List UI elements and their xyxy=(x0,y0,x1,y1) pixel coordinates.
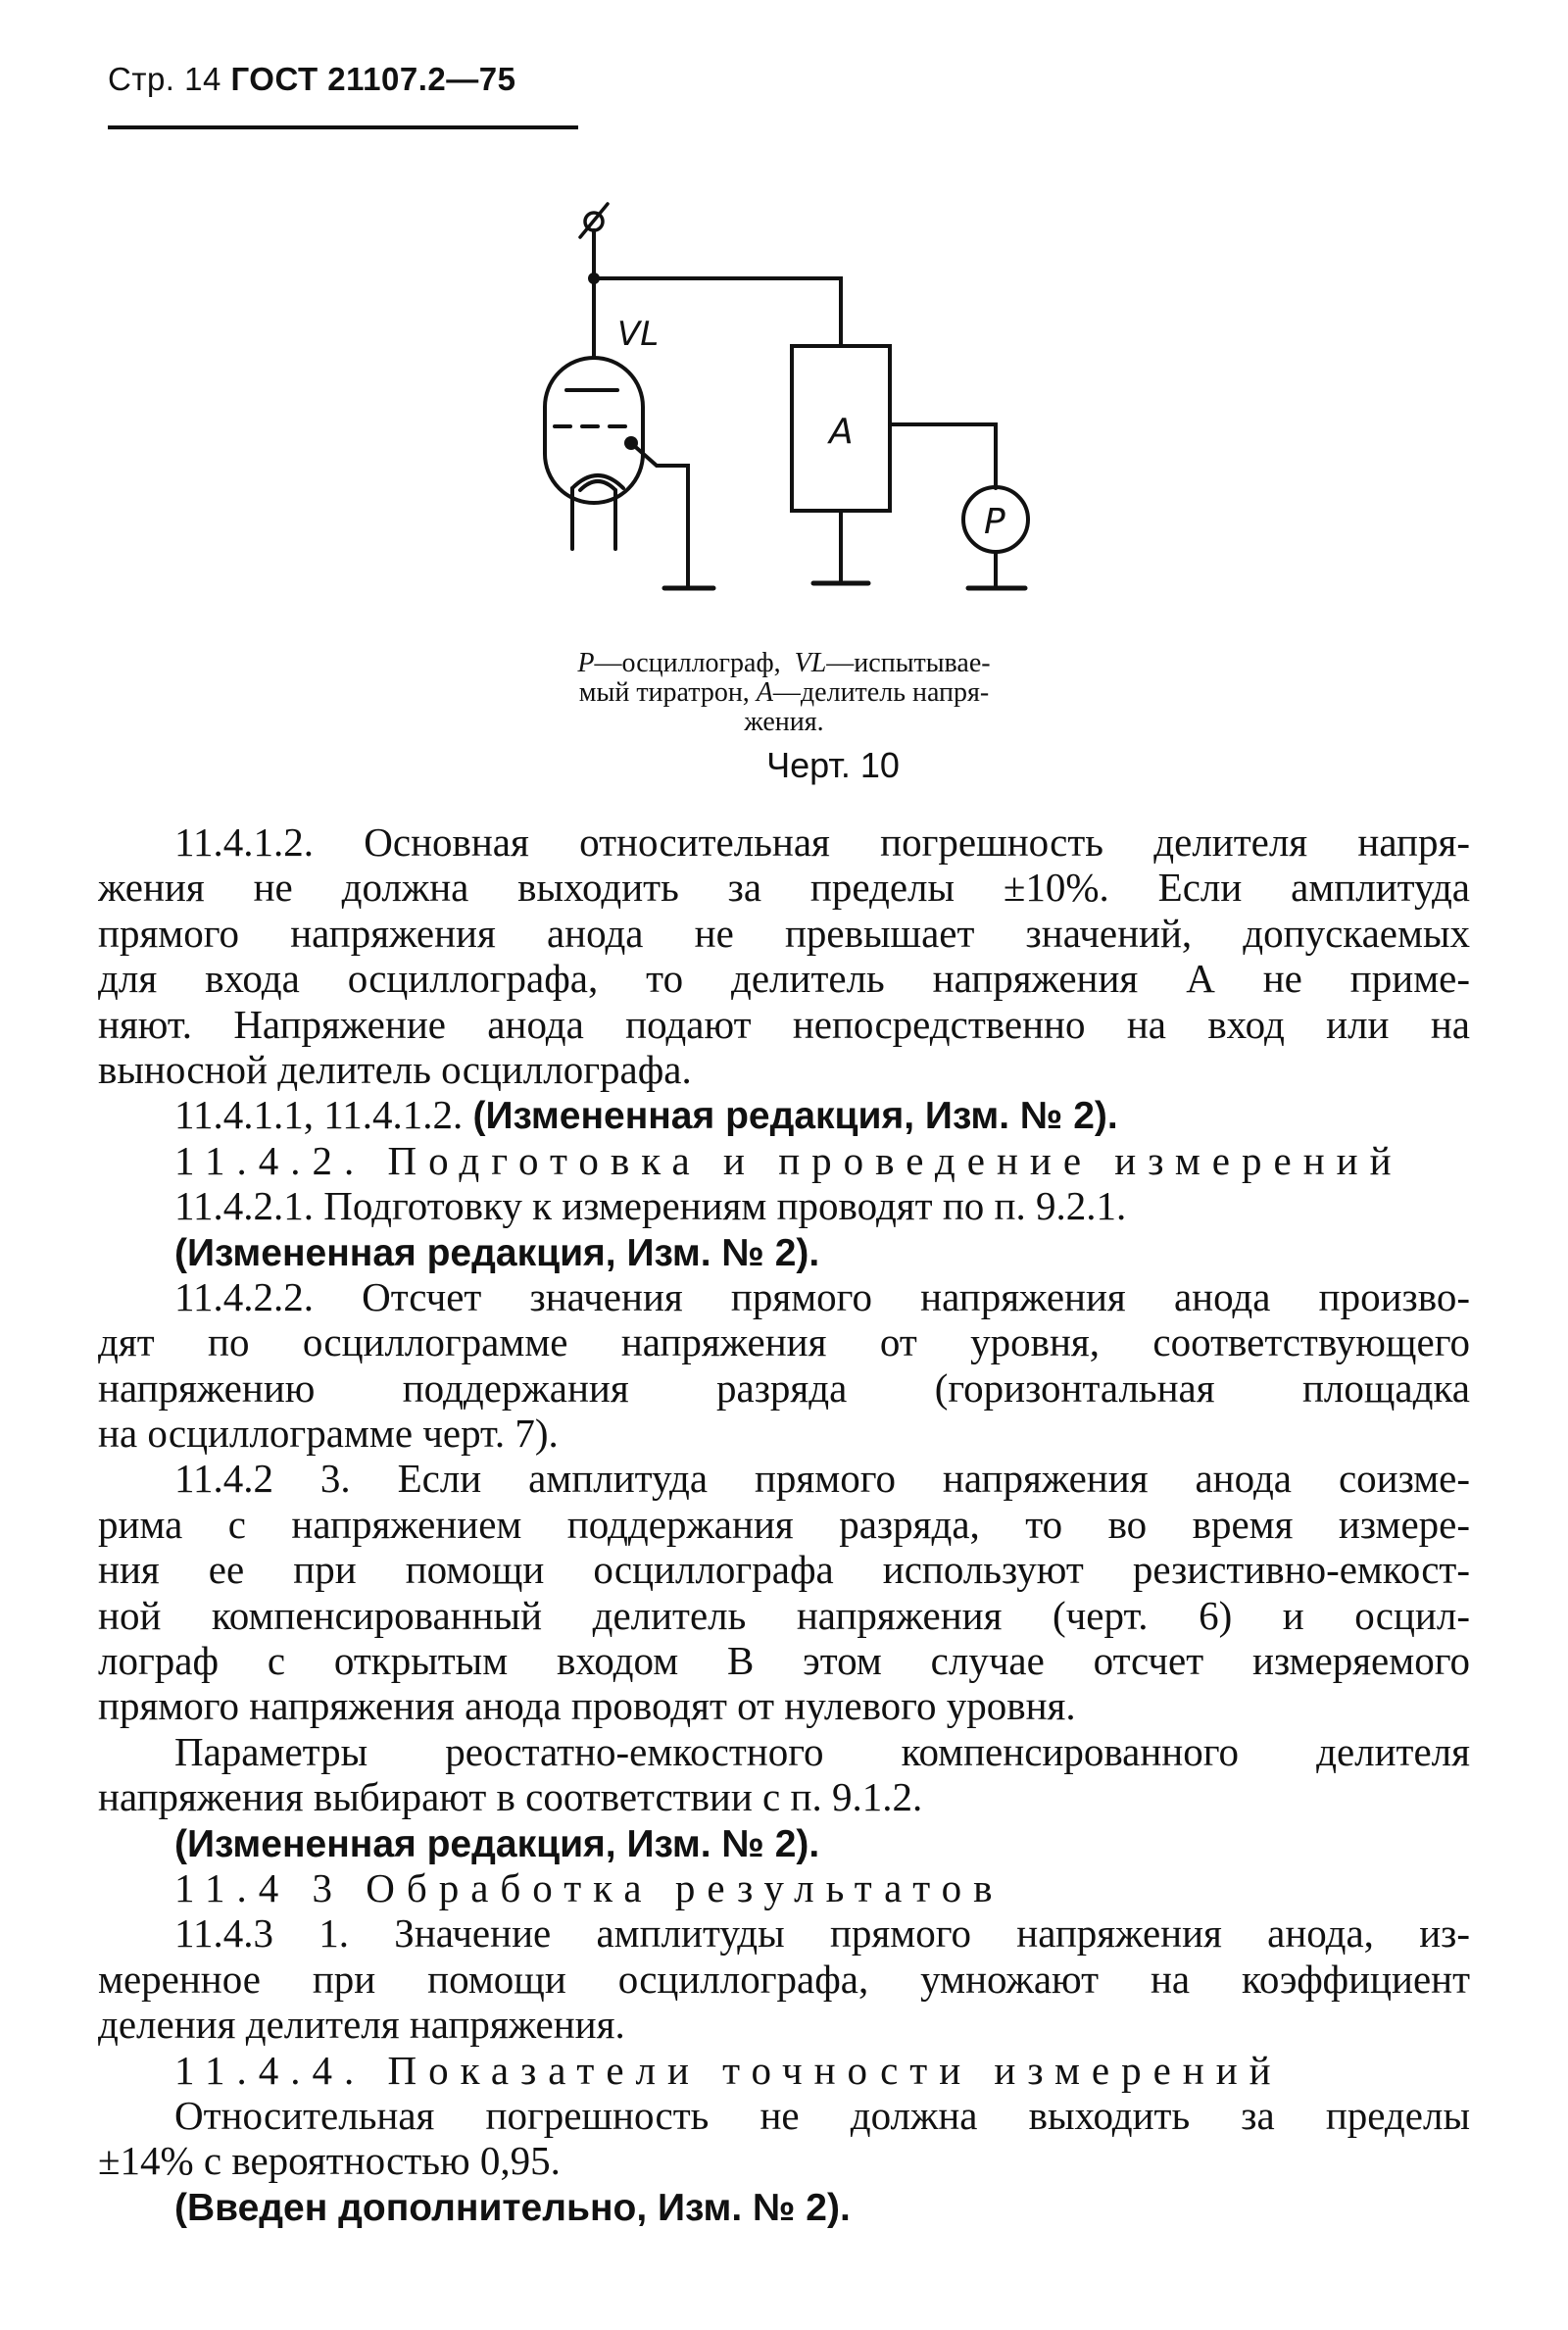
amendment-note: (Введен дополнительно, Изм. № 2). xyxy=(174,2186,851,2229)
label-vl: VL xyxy=(617,315,660,354)
amendment-note: (Измененная редакция, Изм. № 2). xyxy=(174,1231,820,1274)
amendment-note: 11.4.1.1, 11.4.1.2. (Измененная редакция, Изм. № 2). xyxy=(174,1092,1118,1138)
text-line: прямого напряжения анода проводят от нулевого уровня. xyxy=(98,1683,1076,1729)
section-heading: 11.4.2. Подготовка и проведение измерений xyxy=(174,1137,1403,1183)
text-line: лограф с открытым входом В этом случае отсчет измеряемого xyxy=(98,1638,1470,1684)
label-p: P xyxy=(984,502,1005,542)
text-line: жения не должна выходить за пределы ±10%. Если амплитуда xyxy=(98,865,1470,911)
text-line: Параметры реостатно-емкостного компенсированного делителя xyxy=(174,1728,1470,1774)
text-line: ±14% с вероятностью 0,95. xyxy=(98,2138,561,2184)
text-line: 11.4.2.1. Подготовку к измерениям проводят по п. 9.2.1. xyxy=(174,1183,1127,1229)
text-line: деления делителя напряжения. xyxy=(98,2002,625,2048)
text-line: рима с напряжением поддержания разряда, то во время измере- xyxy=(98,1501,1470,1547)
section-heading: 11.4 3 Обработка результатов xyxy=(174,1864,1004,1910)
amendment-note: (Измененная редакция, Изм. № 2). xyxy=(174,1822,820,1865)
text-line: выносной делитель осциллографа. xyxy=(98,1046,692,1092)
text-line: 11.4.2.2. Отсчет значения прямого напряжения анода произво- xyxy=(174,1273,1470,1319)
page-label: Стр. 14 xyxy=(108,61,221,97)
section-heading: 11.4.4. Показатели точности измерений xyxy=(174,2047,1283,2093)
page-header xyxy=(108,61,515,98)
figure-caption: P—осциллограф, VL—испытывае- мый тиратрон, A—делитель напря- жения. xyxy=(577,648,991,737)
header-rule xyxy=(108,125,578,129)
text-line: няют. Напряжение анода подают непосредственно на вход или на xyxy=(98,1001,1470,1047)
text-line: дят по осциллограмме напряжения от уровня, соответствующего xyxy=(98,1319,1470,1365)
input-terminal xyxy=(580,204,608,278)
text-line: 11.4.1.2. Основная относительная погрешность делителя напря- xyxy=(174,819,1470,865)
text-line: меренное при помощи осциллографа, умножают на коэффициент xyxy=(98,1956,1470,2002)
text-line: 11.4.2 3. Если амплитуда прямого напряжения анода соизме- xyxy=(174,1456,1470,1502)
figure-title: Черт. 10 xyxy=(766,745,900,785)
text-line: напряжению поддержания разряда (горизонтальная площадка xyxy=(98,1364,1470,1411)
text-line: Относительная погрешность не должна выходить за пределы xyxy=(174,2092,1470,2138)
circuit-diagram xyxy=(490,186,1058,618)
body-text xyxy=(98,819,1470,2229)
label-a: A xyxy=(829,412,854,452)
text-line: для входа осциллографа, то делитель напряжения А не приме- xyxy=(98,956,1470,1002)
text-line: прямого напряжения анода не превышает значений, допускаемых xyxy=(98,910,1470,956)
thyratron-tube xyxy=(545,358,688,588)
text-line: 11.4.3 1. Значение амплитуды прямого напряжения анода, из- xyxy=(174,1910,1470,1957)
text-line: ния ее при помощи осциллографа используют резистивно-емкост- xyxy=(98,1547,1470,1593)
standard-number: ГОСТ 21107.2—75 xyxy=(230,61,516,97)
wire-to-oscillograph xyxy=(890,424,996,488)
text-line: напряжения выбирают в соответствии с п. 9.1.2. xyxy=(98,1774,923,1820)
text-line: ной компенсированный делитель напряжения (черт. 6) и осцил- xyxy=(98,1592,1470,1638)
text-line: на осциллограмме черт. 7). xyxy=(98,1411,559,1457)
